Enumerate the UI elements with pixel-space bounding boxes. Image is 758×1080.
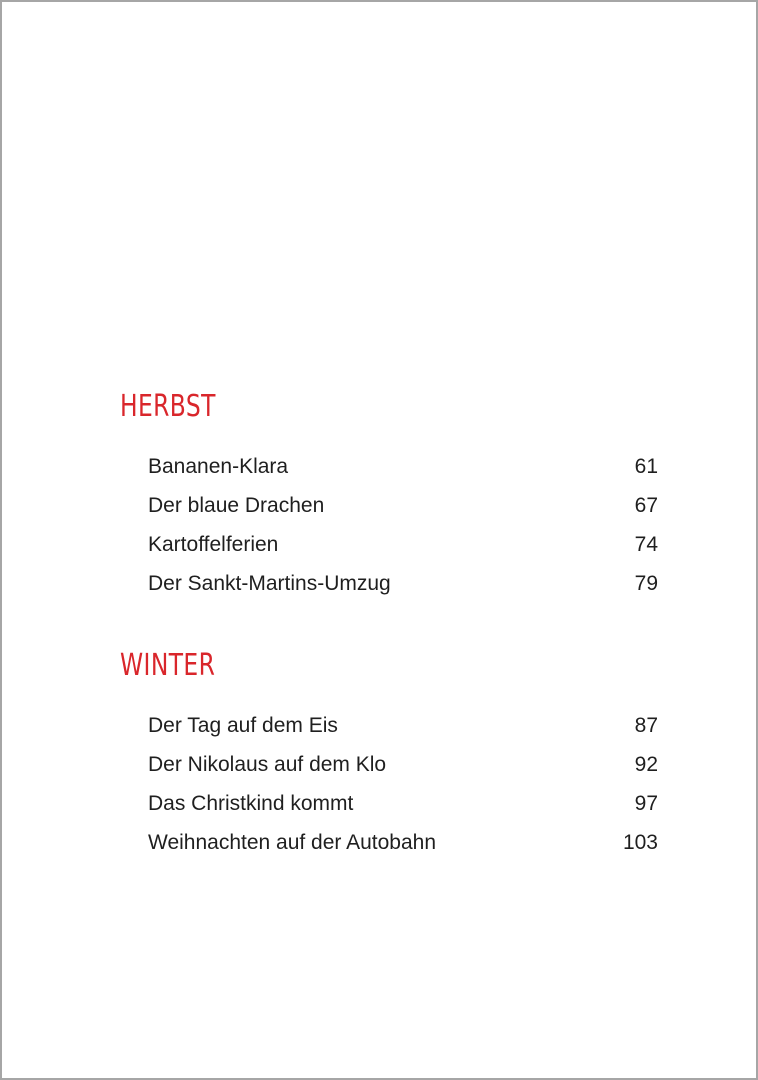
toc-entry-page-number: 103	[622, 831, 658, 854]
toc-entry-page-number: 92	[634, 753, 658, 776]
toc-entry-title: Bananen-Klara	[148, 455, 289, 478]
toc-entry	[148, 564, 658, 603]
toc-entry-title: Weihnachten auf der Autobahn	[148, 831, 437, 854]
section-heading-winter: WINTER	[120, 648, 216, 683]
toc-list-herbst	[148, 447, 658, 603]
toc-entry-page-number: 67	[634, 494, 658, 517]
toc-entry	[148, 486, 658, 525]
toc-entry	[148, 447, 658, 486]
toc-list-winter	[148, 706, 658, 862]
toc-entry	[148, 823, 658, 862]
toc-entry-page-number: 97	[634, 792, 658, 815]
toc-entry-title: Der Nikolaus auf dem Klo	[148, 753, 387, 776]
toc-entry-page-number: 61	[634, 455, 658, 478]
section-heading-herbst: HERBST	[120, 389, 216, 424]
toc-entry	[148, 784, 658, 823]
toc-entry	[148, 706, 658, 745]
toc-entry-page-number: 74	[634, 533, 658, 556]
toc-entry-title: Der blaue Drachen	[148, 494, 325, 517]
toc-entry	[148, 745, 658, 784]
toc-entry-page-number: 79	[634, 572, 658, 595]
toc-entry-title: Das Christkind kommt	[148, 792, 354, 815]
toc-entry-title: Kartoffelferien	[148, 533, 279, 556]
toc-entry-title: Der Tag auf dem Eis	[148, 714, 338, 737]
toc-entry	[148, 525, 658, 564]
toc-entry-page-number: 87	[634, 714, 658, 737]
toc-entry-title: Der Sankt-Martins-Umzug	[148, 572, 391, 595]
